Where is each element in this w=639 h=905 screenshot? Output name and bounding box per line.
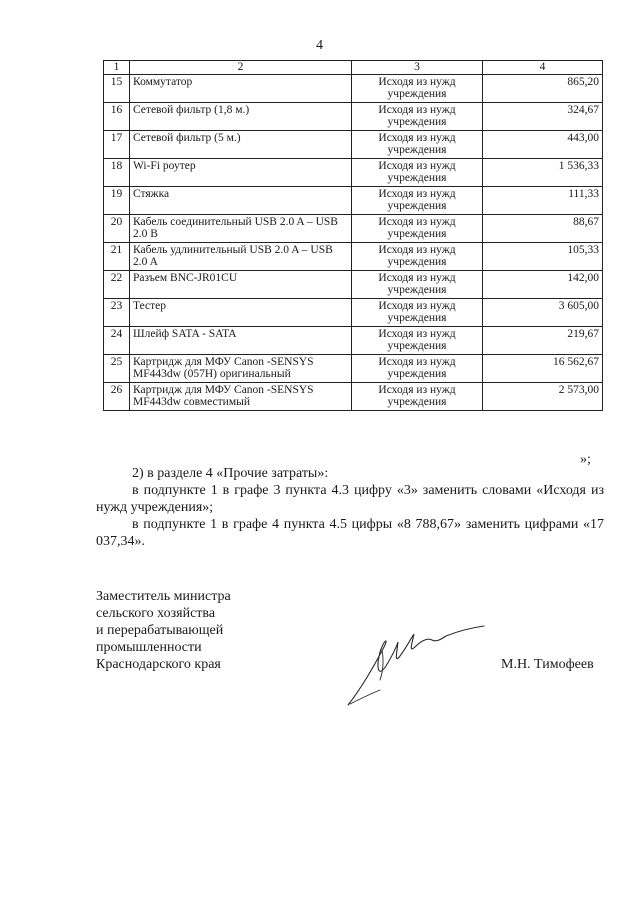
- item-name: Картридж для МФУ Canon -SENSYS MF443dw (057H) оригинальный: [130, 354, 352, 382]
- item-name: Кабель соединительный USB 2.0 A – USB 2.0 B: [130, 214, 352, 242]
- row-number: 20: [104, 214, 130, 242]
- item-price: 865,20: [483, 74, 603, 102]
- table-row: [104, 270, 603, 298]
- table-row: [104, 354, 603, 382]
- item-source: Исходя из нужд учреждения: [352, 354, 483, 382]
- item-price: 219,67: [483, 326, 603, 354]
- item-source: Исходя из нужд учреждения: [352, 382, 483, 410]
- table-header-row: [104, 61, 603, 75]
- items-table: [103, 60, 603, 411]
- item-name: Стяжка: [130, 186, 352, 214]
- column-header: 1: [104, 61, 130, 75]
- table-body: [104, 74, 603, 410]
- item-source: Исходя из нужд учреждения: [352, 74, 483, 102]
- signatory-name: М.Н. Тимофеев: [501, 657, 594, 672]
- item-name: Разъем BNC-JR01CU: [130, 270, 352, 298]
- row-number: 25: [104, 354, 130, 382]
- row-number: 19: [104, 186, 130, 214]
- table-row: [104, 214, 603, 242]
- item-source: Исходя из нужд учреждения: [352, 158, 483, 186]
- amendment-text: [96, 465, 604, 550]
- column-header: 3: [352, 61, 483, 75]
- signatory-title-line: промышленности: [96, 640, 202, 655]
- signatory-title-line: Заместитель министра: [96, 589, 231, 604]
- table-row: [104, 242, 603, 270]
- item-name: Картридж для МФУ Canon -SENSYS MF443dw совместимый: [130, 382, 352, 410]
- item-name: Кабель удлинительный USB 2.0 A – USB 2.0 A: [130, 242, 352, 270]
- item-source: Исходя из нужд учреждения: [352, 102, 483, 130]
- item-price: 324,67: [483, 102, 603, 130]
- item-name: Сетевой фильтр (1,8 м.): [130, 102, 352, 130]
- item-price: 142,00: [483, 270, 603, 298]
- row-number: 21: [104, 242, 130, 270]
- item-source: Исходя из нужд учреждения: [352, 242, 483, 270]
- table-row: [104, 186, 603, 214]
- row-number: 23: [104, 298, 130, 326]
- item-source: Исходя из нужд учреждения: [352, 214, 483, 242]
- item-price: 16 562,67: [483, 354, 603, 382]
- item-price: 105,33: [483, 242, 603, 270]
- item-name: Wi-Fi роутер: [130, 158, 352, 186]
- table-row: [104, 74, 603, 102]
- column-header: 4: [483, 61, 603, 75]
- table-row: [104, 298, 603, 326]
- closing-quote: »;: [580, 452, 591, 467]
- item-name: Шлейф SATA - SATA: [130, 326, 352, 354]
- item-price: 1 536,33: [483, 158, 603, 186]
- table-row: [104, 382, 603, 410]
- column-header: 2: [130, 61, 352, 75]
- row-number: 24: [104, 326, 130, 354]
- page-number: 4: [316, 38, 323, 53]
- item-source: Исходя из нужд учреждения: [352, 326, 483, 354]
- paragraph-section-4: 2) в разделе 4 «Прочие затраты»:: [132, 466, 329, 481]
- signatory-title: [96, 588, 231, 673]
- table-row: [104, 326, 603, 354]
- item-name: Коммутатор: [130, 74, 352, 102]
- row-number: 16: [104, 102, 130, 130]
- table-row: [104, 158, 603, 186]
- row-number: 26: [104, 382, 130, 410]
- item-name: Сетевой фильтр (5 м.): [130, 130, 352, 158]
- item-source: Исходя из нужд учреждения: [352, 298, 483, 326]
- item-source: Исходя из нужд учреждения: [352, 130, 483, 158]
- item-source: Исходя из нужд учреждения: [352, 186, 483, 214]
- item-price: 111,33: [483, 186, 603, 214]
- item-source: Исходя из нужд учреждения: [352, 270, 483, 298]
- handwritten-signature: [340, 620, 490, 715]
- item-price: 88,67: [483, 214, 603, 242]
- signatory-title-line: и перерабатывающей: [96, 623, 224, 638]
- table-row: [104, 102, 603, 130]
- item-name: Тестер: [130, 298, 352, 326]
- row-number: 22: [104, 270, 130, 298]
- row-number: 17: [104, 130, 130, 158]
- signatory-title-line: сельского хозяйства: [96, 606, 216, 621]
- item-price: 2 573,00: [483, 382, 603, 410]
- paragraph-item-4-3: в подпункте 1 в графе 3 пункта 4.3 цифру «3» заменить словами «Исходя из нужд учреждения»;: [96, 483, 604, 515]
- paragraph-item-4-5: в подпункте 1 в графе 4 пункта 4.5 цифры «8 788,67» заменить цифрами «17 037,34».: [96, 517, 604, 549]
- item-price: 443,00: [483, 130, 603, 158]
- row-number: 15: [104, 74, 130, 102]
- table-row: [104, 130, 603, 158]
- item-price: 3 605,00: [483, 298, 603, 326]
- signatory-title-line: Краснодарского края: [96, 657, 221, 672]
- row-number: 18: [104, 158, 130, 186]
